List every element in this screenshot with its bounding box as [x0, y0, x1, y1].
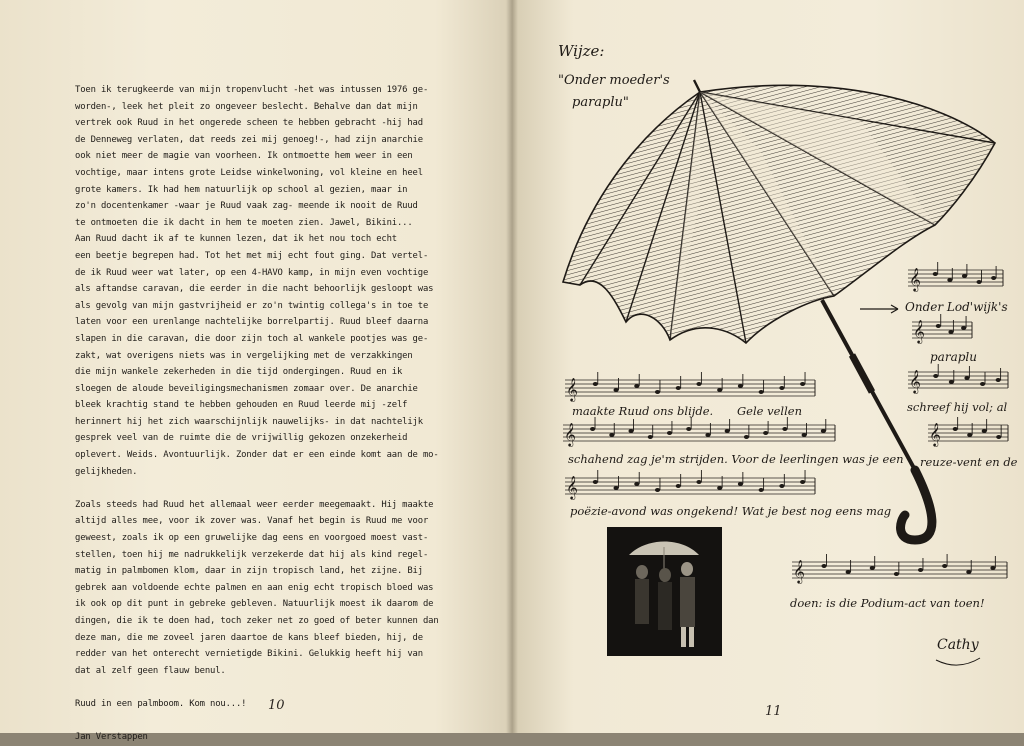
note-head: [933, 374, 938, 378]
note-head: [717, 486, 722, 490]
note-head: [763, 431, 768, 435]
note-head: [977, 280, 982, 284]
note-head: [846, 570, 851, 574]
text-line: Aan Ruud dacht ik af te kunnen lezen, dat ik het nou toch echt: [75, 234, 397, 245]
text-line: Zoals steeds had Ruud het allemaal weer eerder meegemaakt. Hij maakte: [75, 499, 434, 510]
tune-label: Wijze:: [558, 42, 605, 60]
text-line: worden-, leek het pleit zo ongeveer beslecht. Behalve dan dat mijn: [75, 101, 418, 112]
note-head: [676, 386, 681, 390]
lyric-line-3: maakte Ruud ons blijde.: [572, 404, 714, 418]
text-line: dat al zelf geen flauw benul.: [75, 665, 226, 676]
text-line: herinnert hij het zich waarschijnlijk nauwelijks- in dat nachtelijk: [75, 416, 423, 427]
lyric-line-2: paraplu: [930, 350, 977, 364]
note-head: [982, 429, 987, 433]
note-head: [676, 484, 681, 488]
text-line: als aftandse caravan, die eerder in die nacht behoorlijk gesloopt was: [75, 284, 434, 295]
lyric-line-7: reuze-vent en de: [920, 455, 1018, 469]
treble-clef-icon: 𝄞: [929, 422, 941, 446]
text-line: ook niet meer de magie van voorheen. Ik ontmoette hem weer in een: [75, 151, 413, 162]
text-line: als gevolg van mijn gastvrijheid er zo'n twintig collega's in toe te: [75, 300, 429, 311]
treble-clef-icon: 𝄞: [913, 319, 925, 343]
note-head: [686, 427, 691, 431]
text-line: een beetje begrepen had. Tot het met mij echt fout ging. Dat vertel-: [75, 250, 429, 261]
text-line: altijd alles mee, voor ik zover was. Vanaf het begin is Ruud me voor: [75, 516, 429, 527]
text-line: grote kamers. Ik had hem natuurlijk op school al gezien, maar in: [75, 184, 408, 195]
note-head: [990, 566, 995, 570]
author-name: Jan Verstappen: [75, 732, 148, 743]
note-head: [779, 484, 784, 488]
note-head: [870, 566, 875, 570]
text-line: de ik Ruud weer wat later, op een 4-HAVO kamp, in mijn even vochtige: [75, 267, 429, 278]
music-staff: [565, 470, 815, 500]
text-line: bleek krachtig stand te hebben gehouden en Ruud leerde mij -zelf: [75, 400, 408, 411]
lyric-line-8: poëzie-avond was ongekend! Wat je best nog eens mag: [570, 504, 892, 518]
note-head: [738, 384, 743, 388]
treble-clef-icon: 𝄞: [566, 475, 578, 499]
text-line: laten voor een urenlange nachtelijke borrelpartij. Ruud bleef daarna: [75, 317, 429, 328]
text-line: slapen in die caravan, die door zijn toch al wankele pootjes was ge-: [75, 333, 429, 344]
lyric-line-9: doen: is die Podium-act van toen!: [790, 596, 985, 610]
note-head: [779, 386, 784, 390]
note-head: [593, 382, 598, 386]
treble-clef-icon: 𝄞: [564, 422, 576, 446]
note-head: [705, 433, 710, 437]
text-line: redder van het onterecht vernietigde Bikini. Gelukkig heeft hij van: [75, 649, 423, 660]
text-line: gelijkheden.: [75, 466, 138, 477]
note-head: [802, 433, 807, 437]
text-line: gebrek aan voldoende echte palmen en aan enig echt tropisch bloed was: [75, 582, 434, 593]
tune-title-line-1: "Onder moeder's: [558, 73, 670, 88]
note-head: [613, 388, 618, 392]
music-staff: [928, 417, 1008, 447]
music-staff: [565, 372, 815, 402]
music-staff: [792, 554, 1007, 584]
text-line: te ontmoeten die ik dacht in hem te moeten zien. Jawel, Bikini...: [75, 217, 413, 228]
text-line: die mijn wankele zekerheden in die tijd ondergingen. Ruud en ik: [75, 367, 403, 378]
note-head: [942, 564, 947, 568]
note-head: [696, 382, 701, 386]
note-head: [725, 429, 730, 433]
text-line: zakt, wat overigens niets was in vergelijking met de verzakkingen: [75, 350, 413, 361]
note-head: [964, 376, 969, 380]
note-head: [696, 480, 701, 484]
note-head: [759, 390, 764, 394]
text-line: sloegen de aloude beveiligingsmechanismen zomaar over. De anarchie: [75, 383, 418, 394]
note-head: [744, 435, 749, 439]
page-number-left: 10: [268, 698, 285, 713]
text-line: gesprek veel van de ruimte die de vrijwillig gekozen onzekerheid: [75, 433, 408, 444]
note-head: [936, 324, 941, 328]
note-head: [613, 486, 618, 490]
lyric-line-6: schahend zag je'm strijden. Voor de leerlingen was je een: [568, 452, 904, 466]
note-head: [593, 480, 598, 484]
text-line: zo'n docentenkamer -waar je Ruud vaak zag- meende ik nooit de Ruud: [75, 201, 418, 212]
text-line: stellen, toen hij me nadrukkelijk verzekerde dat hij als kind regel-: [75, 549, 429, 560]
tune-title-line-2: paraplu": [572, 95, 629, 110]
photo-figures: [607, 527, 722, 656]
note-head: [821, 429, 826, 433]
note-head: [996, 378, 1001, 382]
note-head: [933, 272, 938, 276]
note-head: [980, 382, 985, 386]
note-head: [648, 435, 653, 439]
note-head: [947, 278, 952, 282]
music-staff: [908, 262, 1003, 292]
note-head: [894, 572, 899, 576]
note-head: [634, 384, 639, 388]
treble-clef-icon: 𝄞: [793, 559, 805, 583]
note-head: [966, 570, 971, 574]
note-head: [991, 276, 996, 280]
note-head: [996, 435, 1001, 439]
note-head: [717, 388, 722, 392]
note-head: [782, 427, 787, 431]
signature: Cathy: [937, 637, 979, 653]
closing-line: Ruud in een palmboom. Kom nou...!: [75, 698, 247, 709]
text-line: de Denneweg verlaten, dat reeds zei mij genoeg!-, had zijn anarchie: [75, 134, 423, 145]
music-staff: [563, 417, 835, 447]
note-head: [634, 482, 639, 486]
music-staff: [908, 364, 1008, 394]
note-head: [949, 380, 954, 384]
lyric-line-4: Gele vellen: [737, 404, 803, 418]
text-line: oplevert. Weids. Avontuurlijk. Zonder dat er een einde komt aan de mo-: [75, 450, 439, 461]
text-line: deze man, die me zoveel jaren daartoe de kans bleef bieden, hij, de: [75, 632, 423, 643]
lyric-line-1: Onder Lod'wijk's: [905, 300, 1008, 314]
page-number-right: 11: [765, 704, 782, 719]
text-line: ik ook op dit punt in gebreke gebleven. Natuurlijk moest ik daarom de: [75, 599, 434, 610]
text-line: geweest, zoals ik op een gruwelijke dag eens en voorgoed moest vast-: [75, 533, 429, 544]
note-head: [628, 429, 633, 433]
note-head: [800, 480, 805, 484]
note-head: [821, 564, 826, 568]
treble-clef-icon: 𝄞: [909, 267, 921, 291]
note-head: [667, 431, 672, 435]
treble-clef-icon: 𝄞: [566, 377, 578, 401]
note-head: [738, 482, 743, 486]
note-head: [655, 390, 660, 394]
text-line: vertrek ook Ruud in het ongerede scheen te hebben gebracht -hij had: [75, 118, 423, 129]
note-head: [961, 326, 966, 330]
note-head: [918, 568, 923, 572]
note-head: [655, 488, 660, 492]
text-line: Toen ik terugkeerde van mijn tropenvlucht -het was intussen 1976 ge-: [75, 85, 429, 95]
note-head: [590, 427, 595, 431]
band-photo: [607, 527, 722, 656]
text-line: dingen, die ik te doen had, toch zeker net zo goed of beter kunnen dan: [75, 616, 439, 626]
note-head: [967, 433, 972, 437]
treble-clef-icon: 𝄞: [909, 369, 921, 393]
note-head: [962, 274, 967, 278]
note-head: [759, 488, 764, 492]
text-line: matig in palmbomen klom, daar in zijn tropisch land, het zijne. Bij: [75, 566, 423, 577]
text-line: vochtige, maar intens grote Leidse winkelwoning, vol kleine en heel: [75, 167, 423, 178]
note-head: [609, 433, 614, 437]
music-staff: [912, 314, 972, 344]
note-head: [953, 427, 958, 431]
note-head: [800, 382, 805, 386]
note-head: [948, 330, 953, 334]
lyric-line-5: schreef hij vol; al: [907, 400, 1008, 414]
